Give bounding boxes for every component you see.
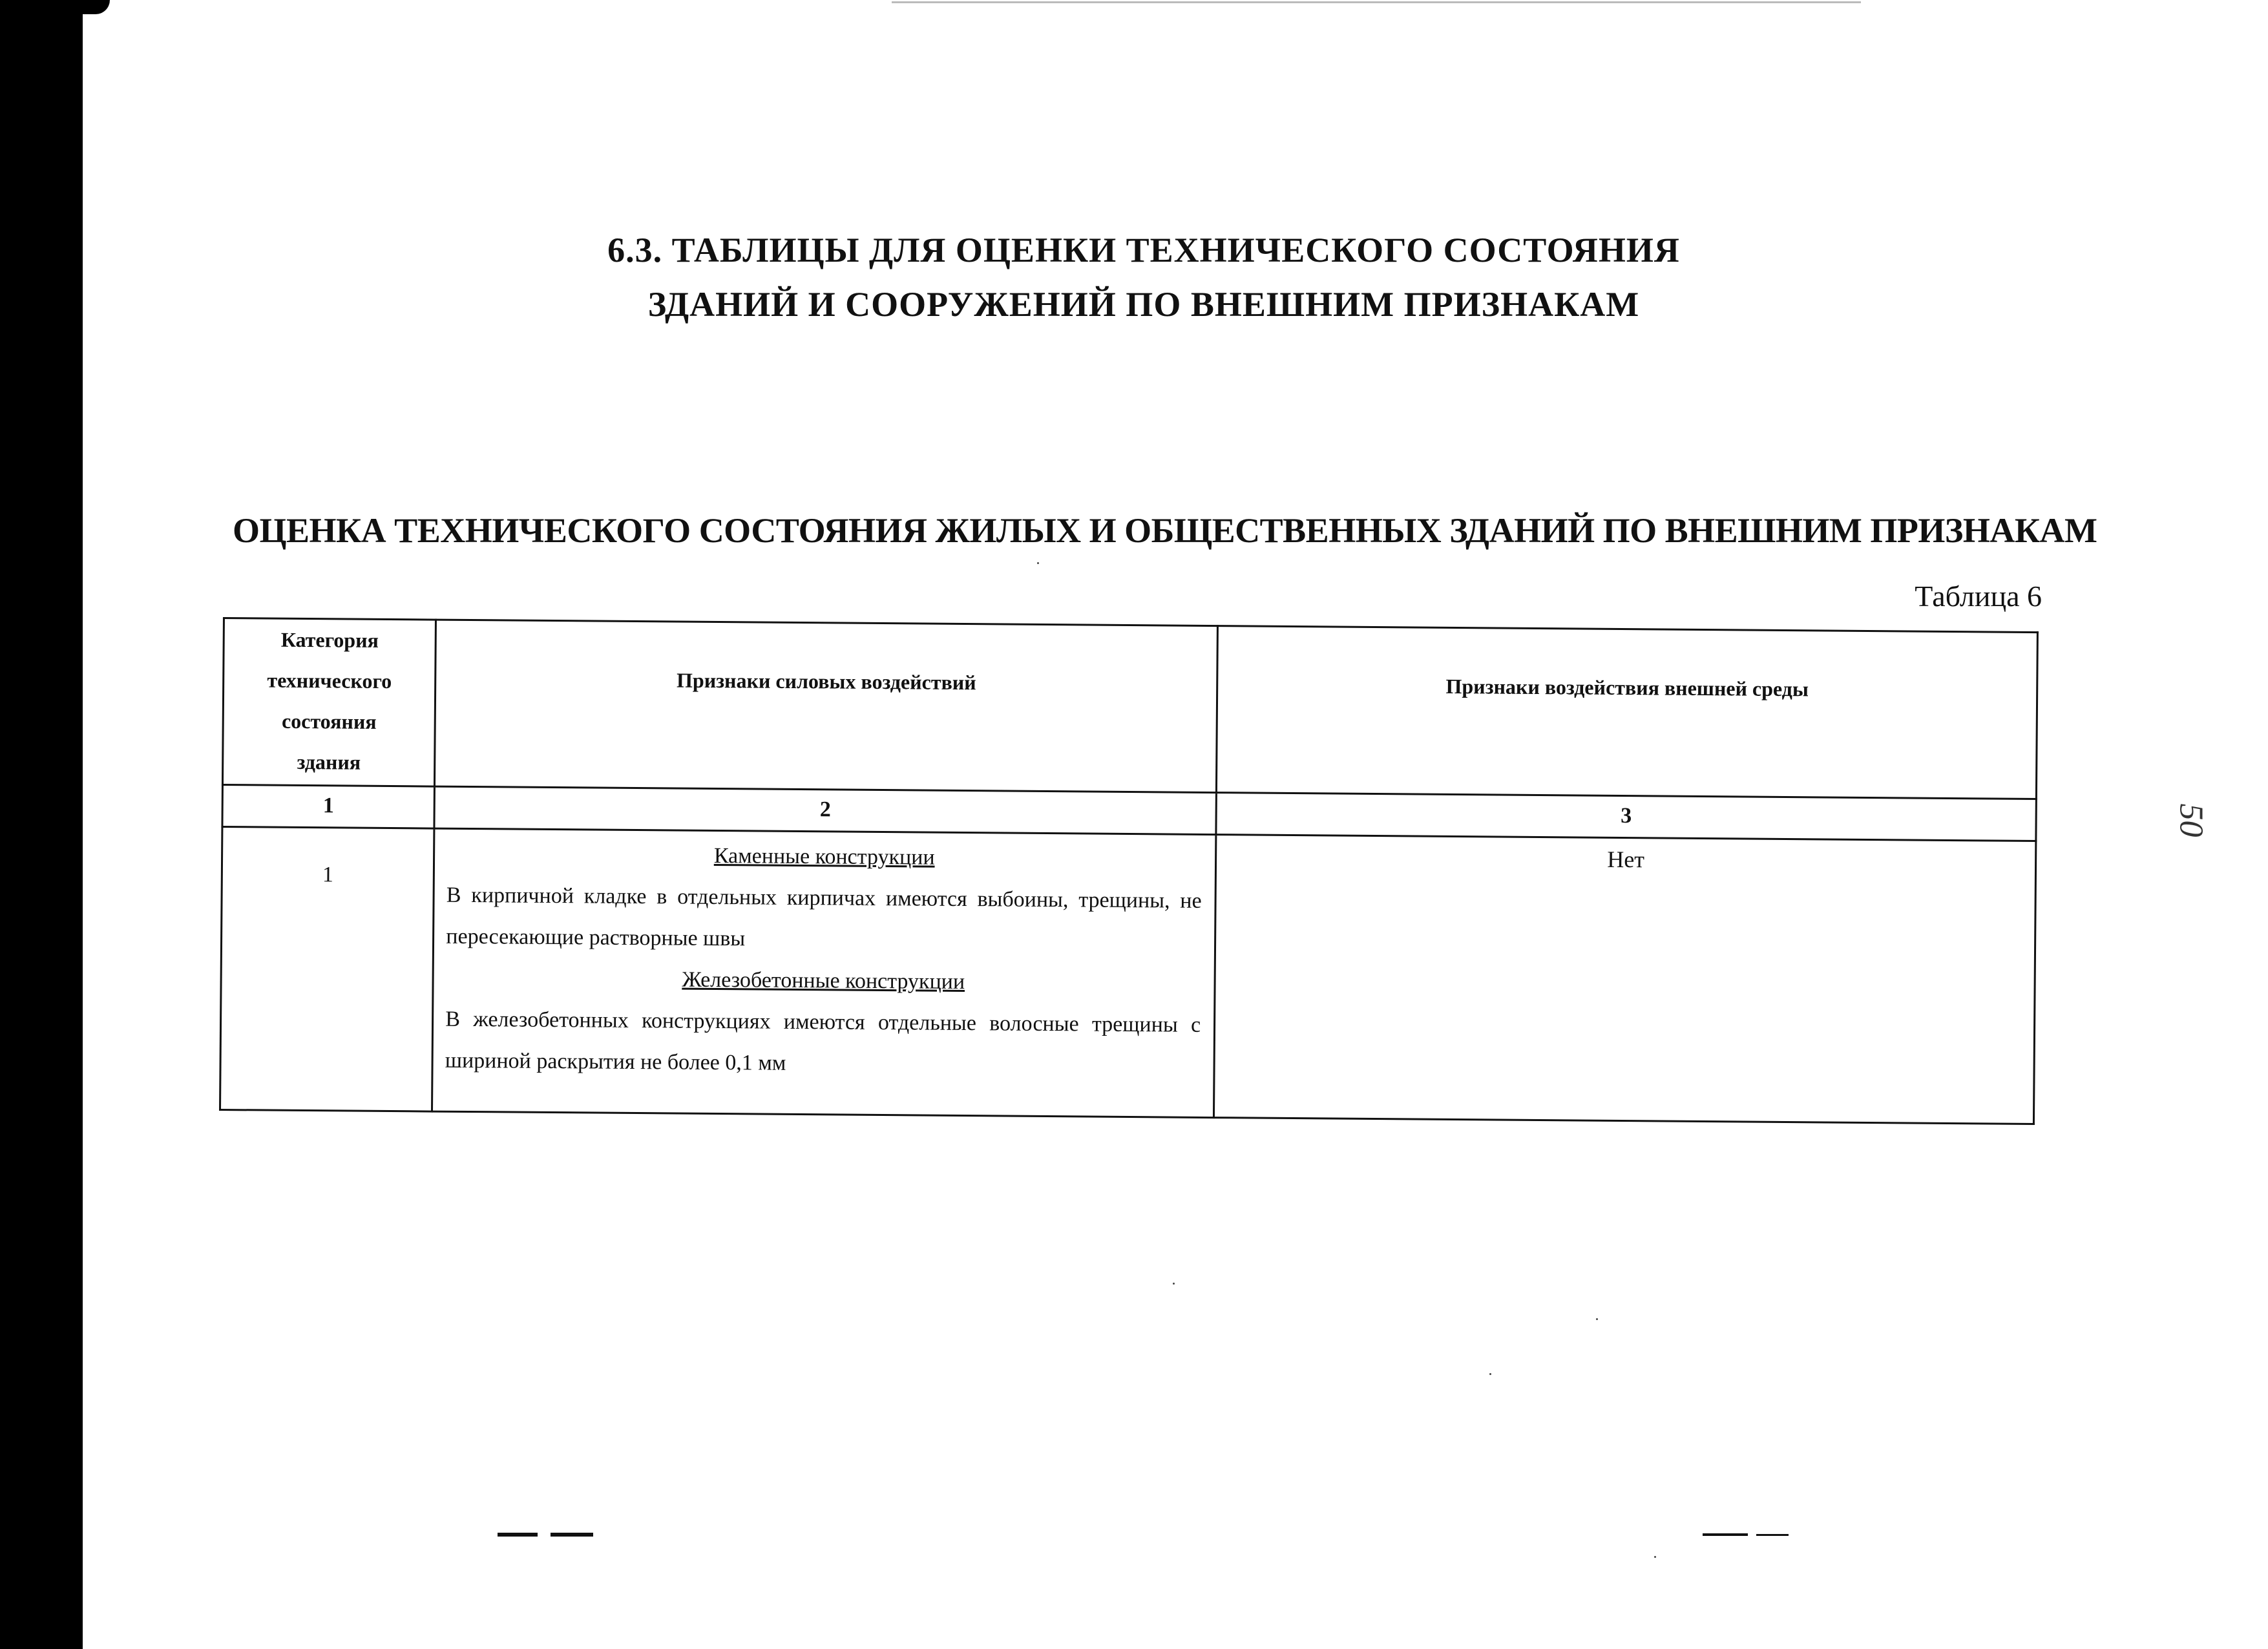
table-number-label: Таблица 6 — [1915, 580, 2042, 613]
scan-speck — [1654, 1556, 1656, 1558]
masonry-text: В кирпичной кладке в отдельных кирпичах имеются выбоины, трещины, не пересекающие растворные швы — [446, 883, 1202, 951]
assessment-table — [219, 617, 2039, 1125]
header-category — [222, 618, 436, 787]
column-number: 1 — [222, 785, 435, 829]
header-force-signs-text: Признаки силовых воздействий — [676, 668, 976, 695]
table-main-title: ОЦЕНКА ТЕХНИЧЕСКОГО СОСТОЯНИЯ ЖИЛЫХ И ОБЩЕСТВЕННЫХ ЗДАНИЙ ПО ВНЕШНИМ ПРИЗНАКАМ — [233, 511, 2097, 550]
section-title — [452, 223, 1835, 331]
section-title-line1: 6.3. ТАБЛИЦЫ ДЛЯ ОЦЕНКИ ТЕХНИЧЕСКОГО СОСТОЯНИЯ — [607, 231, 1680, 269]
concrete-heading: Железобетонные конструкции — [682, 967, 965, 994]
scan-edge-corner — [0, 0, 110, 14]
scan-speck — [1037, 562, 1039, 564]
header-environment-signs — [1216, 626, 2037, 799]
table-header-row — [222, 618, 2037, 799]
header-category-line: здания — [297, 750, 361, 774]
scan-mark — [1703, 1533, 1748, 1536]
scan-top-line — [892, 1, 1861, 3]
scan-speck — [1489, 1373, 1491, 1375]
scan-mark — [1756, 1534, 1789, 1536]
column-number: 3 — [1216, 793, 2036, 841]
section-title-line2: ЗДАНИЙ И СООРУЖЕНИЙ ПО ВНЕШНИМ ПРИЗНАКАМ — [647, 285, 1640, 324]
masonry-heading: Каменные конструкции — [713, 843, 935, 870]
header-category-line: состояния — [281, 709, 377, 733]
force-signs-cell — [432, 828, 1216, 1117]
header-category-line: технического — [267, 668, 392, 693]
category-value: 1 — [220, 827, 435, 1112]
environment-signs-value: Нет — [1214, 835, 2036, 1124]
table-row — [220, 827, 2036, 1124]
scan-mark — [498, 1533, 538, 1537]
column-number: 2 — [434, 786, 1216, 834]
concrete-text: В железобетонных конструкциях имеются отдельные волосные трещины с шириной раскрытия не более 0,1 мм — [445, 1007, 1201, 1075]
scan-speck — [1173, 1283, 1175, 1285]
header-environment-signs-text: Признаки воздействия внешней среды — [1445, 674, 1809, 701]
scan-mark — [551, 1533, 593, 1537]
header-force-signs — [435, 620, 1218, 792]
scan-edge-shadow — [0, 0, 83, 1649]
scan-speck — [1596, 1318, 1598, 1320]
page-number: 50 — [2172, 803, 2210, 837]
header-category-line: Категория — [280, 627, 379, 652]
